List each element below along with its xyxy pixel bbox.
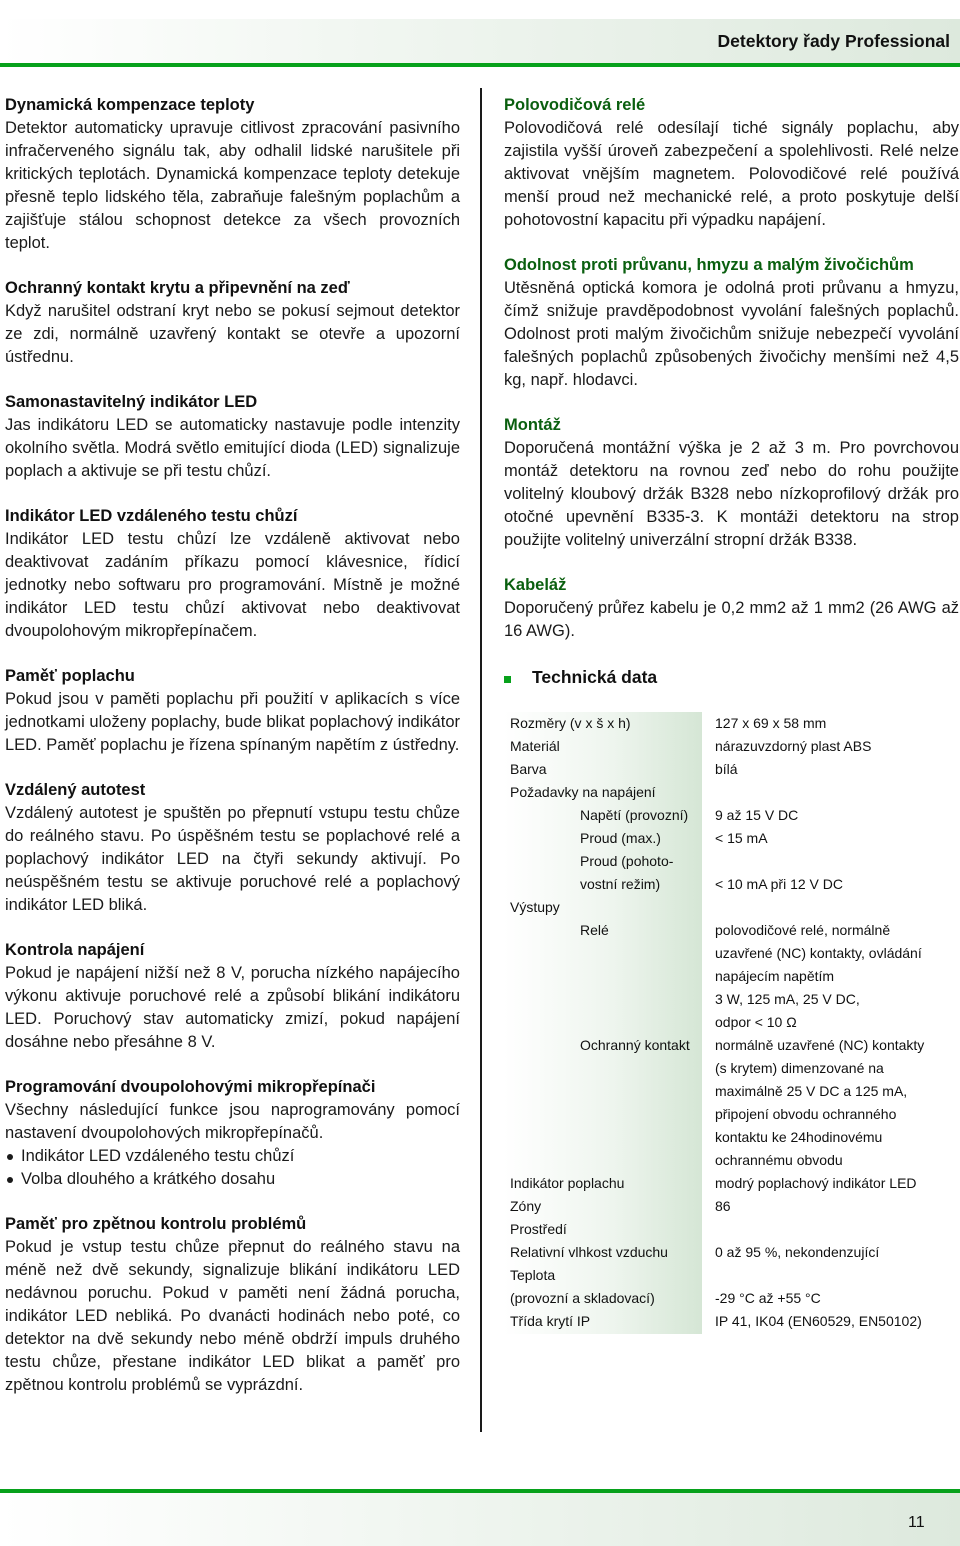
- bullet-list: [5, 1145, 460, 1191]
- spec-row: [504, 1310, 956, 1333]
- section: [504, 574, 959, 643]
- spec-value: < 10 mA při 12 V DC: [715, 876, 844, 892]
- section-text: Polovodičová relé odesílají tiché signály poplachu, aby zajistila vyšší úroveň zabezpečení a spolehlivosti. Relé nelze aktivovat vnějším magnetem. Polovodičové relé používá menší proud než mechanické relé, a proto poskytuje delší pohotovostní kapacitu při výpadku napájení.: [504, 119, 959, 229]
- section: [5, 505, 460, 643]
- spec-value: -29 °C až +55 °C: [715, 1290, 821, 1306]
- spec-value: 9 až 15 V DC: [715, 807, 799, 823]
- spec-value: < 15 mA: [715, 830, 768, 846]
- section: [504, 254, 959, 392]
- spec-row: [504, 1195, 956, 1218]
- spec-label: Rozměry (v x š x h): [510, 715, 631, 731]
- spec-value: ochrannému obvodu: [715, 1152, 843, 1168]
- section-heading: Montáž: [504, 416, 561, 434]
- section-text: Doporučená montážní výška je 2 až 3 m. Pro povrchovou montáž detektoru na rovnou zeď nebo do rohu použijte volitelný kloubový držák B328 nebo nízkoprofilový držák pro otočné upevnění B335-3. K montáži detektoru na strop použijte volitelný univerzální stropní držák B338.: [504, 439, 959, 549]
- section-heading: Samonastavitelný indikátor LED: [5, 393, 258, 411]
- spec-label: (provozní a skladovací): [510, 1290, 655, 1306]
- spec-label: Relé: [580, 922, 609, 938]
- spec-row: [504, 735, 956, 758]
- spec-value: 127 x 69 x 58 mm: [715, 715, 827, 731]
- spec-row: [504, 1149, 956, 1172]
- spec-label: Napětí (provozní): [580, 807, 689, 823]
- section-heading: Dynamická kompenzace teploty: [5, 96, 255, 114]
- spec-value: 0 až 95 %, nekondenzující: [715, 1244, 880, 1260]
- spec-row: [504, 1103, 956, 1126]
- section-heading: Polovodičová relé: [504, 96, 646, 114]
- spec-label: Třída krytí IP: [510, 1313, 591, 1329]
- section-text: Pokud je napájení nižší než 8 V, porucha nízkého napájecího výkonu aktivuje poruchové relé a způsobí blikání indikátoru LED. Poruchový stav automaticky zmizí, pokud napájení dosáhne nebo přesáhne 8 V.: [5, 964, 460, 1051]
- bullet-item: Indikátor LED vzdáleného testu chůzí: [5, 1145, 460, 1168]
- technical-data-title: Technická data: [532, 667, 658, 687]
- section-text: Utěsněná optická komora je odolná proti průvanu a hmyzu, čímž snižuje pravděpodobnost vyvolání falešných poplachů. Odolnost proti malým živočichům snižuje nebezpečí vyvolání falešných poplachů způsobených živočichy menšími než 4,5 kg, např. hlodavci.: [504, 279, 959, 389]
- section-text: Indikátor LED testu chůzí lze vzdáleně aktivovat nebo deaktivovat zadáním příkazu pomocí klávesnice, řídicí jednotky nebo softwaru pro programování. Místně je možné indikátor LED testu chůzí aktivovat nebo deaktivovat dvoupolohovým mikropřepínačem.: [5, 530, 460, 640]
- spec-value: bílá: [715, 761, 738, 777]
- section-heading: Paměť pro zpětnou kontrolu problémů: [5, 1215, 307, 1233]
- spec-row: [504, 988, 956, 1011]
- square-bullet-icon: [504, 676, 511, 683]
- footer-bar: [0, 1493, 960, 1546]
- spec-label: Ochranný kontakt: [580, 1037, 690, 1053]
- spec-row: [504, 1264, 956, 1287]
- spec-row: [504, 942, 956, 965]
- page-number: 11: [908, 1514, 925, 1531]
- section-text: Když narušitel odstraní kryt nebo se pokusí sejmout detektor ze zdi, normálně uzavřený kontakt se otevře a upozorní ústřednu.: [5, 302, 460, 366]
- section: [5, 939, 460, 1054]
- section-heading: Kontrola napájení: [5, 941, 145, 959]
- section-text: Pokud jsou v paměti poplachu při použití v aplikacích s více jednotkami uloženy poplachy, bude blikat poplachový indikátor LED. Paměť poplachu je řízena spínaným napětím z ústředny.: [5, 690, 460, 754]
- spec-value: nárazuvzdorný plast ABS: [715, 738, 872, 754]
- section: [5, 277, 460, 369]
- spec-row: [504, 827, 956, 850]
- spec-label: Relativní vlhkost vzduchu: [510, 1244, 668, 1260]
- spec-row: [504, 850, 956, 873]
- spec-table: [504, 712, 956, 1333]
- section-text: Jas indikátoru LED se automaticky nastavuje podle intenzity okolního světla. Modrá světlo emitující dioda (LED) signalizuje poplach a aktivuje se při testu chůzí.: [5, 416, 460, 480]
- section-heading: Kabeláž: [504, 576, 567, 594]
- spec-row: [504, 1080, 956, 1103]
- spec-value: připojení obvodu ochranného: [715, 1106, 897, 1122]
- spec-value: (s krytem) dimenzované na: [715, 1060, 884, 1076]
- spec-label: Teplota: [510, 1267, 556, 1283]
- section-text: Doporučený průřez kabelu je 0,2 mm2 až 1 mm2 (26 AWG až 16 AWG).: [504, 599, 959, 640]
- spec-value: polovodičové relé, normálně: [715, 922, 891, 938]
- page-header-title: Detektory řady Professional: [717, 31, 950, 51]
- left-column: [5, 94, 460, 1419]
- column-divider: [480, 88, 482, 1432]
- spec-label: Požadavky na napájení: [510, 784, 656, 800]
- section-text: Detektor automaticky upravuje citlivost zpracování pasivního infračerveného signálu tak, aby odhalil lidské narušitele při kritických teplotách. Dynamická kompenzace teploty detekuje přesně teplo lidského těla, zabraňuje falešným poplachům a zajišťuje stálou schopnost detekce za všech provozních teplot.: [5, 119, 460, 252]
- spec-row: [504, 1218, 956, 1241]
- spec-label: Zóny: [510, 1198, 542, 1214]
- spec-row: [504, 1287, 956, 1310]
- section-heading: Paměť poplachu: [5, 667, 135, 685]
- spec-label: Indikátor poplachu: [510, 1175, 625, 1191]
- section-text: Vzdálený autotest je spuštěn po přepnutí vstupu testu chůze do reálného stavu. Po úspěšném testu se poplachové relé a poplachový indikátor LED na čtyři sekundy aktivují. Po neúspěšném testu se aktivuje poruchové relé a poplachový indikátor LED bliká.: [5, 804, 460, 914]
- section-heading: Indikátor LED vzdáleného testu chůzí: [5, 507, 298, 525]
- section-text: Pokud je vstup testu chůze přepnut do reálného stavu na méně než dvě sekundy, signalizuje blikání indikátoru LED nedávnou poruchu. Pokud v paměti není žádná porucha, indikátor LED nebliká. Po dvanácti hodinách nebo poté, co detektor na dvě sekundy nebo méně obdrží impuls druhého testu chůze, přestane indikátor LED blikat a paměť pro zpětnou kontrolu problémů se vyprázdní.: [5, 1238, 460, 1394]
- section-text: Všechny následující funkce jsou naprogramovány pomocí nastavení dvoupolohových mikropřepínačů.: [5, 1101, 460, 1142]
- spec-row: [504, 873, 956, 896]
- spec-label: Výstupy: [510, 899, 560, 915]
- spec-value: 86: [715, 1198, 731, 1214]
- spec-value: modrý poplachový indikátor LED: [715, 1175, 917, 1191]
- spec-row: [504, 965, 956, 988]
- spec-row: [504, 1241, 956, 1264]
- spec-value: IP 41, IK04 (EN60529, EN50102): [715, 1313, 922, 1329]
- spec-label: vostní režim): [580, 876, 661, 892]
- bullet-item: Volba dlouhého a krátkého dosahu: [5, 1168, 460, 1191]
- section: [504, 94, 959, 232]
- spec-row: [504, 1172, 956, 1195]
- spec-value: kontaktu ke 24hodinovému: [715, 1129, 883, 1145]
- technical-data-heading: [504, 667, 959, 691]
- spec-row: [504, 1126, 956, 1149]
- section: [5, 94, 460, 255]
- section: [5, 665, 460, 757]
- spec-label: Proud (max.): [580, 830, 661, 846]
- spec-label: Prostředí: [510, 1221, 567, 1237]
- spec-value: normálně uzavřené (NC) kontakty: [715, 1037, 925, 1053]
- spec-value: 3 W, 125 mA, 25 V DC,: [715, 991, 860, 1007]
- spec-row: [504, 896, 956, 919]
- spec-row: [504, 1034, 956, 1057]
- spec-value: maximálně 25 V DC a 125 mA,: [715, 1083, 908, 1099]
- spec-row: [504, 1011, 956, 1034]
- right-column: [504, 94, 959, 665]
- spec-value: napájecím napětím: [715, 968, 835, 984]
- spec-row: [504, 804, 956, 827]
- spec-label: Proud (pohoto-: [580, 853, 674, 869]
- spec-row: [504, 712, 956, 735]
- spec-row: [504, 919, 956, 942]
- section-heading: Vzdálený autotest: [5, 781, 146, 799]
- header-green-rule: [0, 63, 960, 67]
- section-heading: Odolnost proti průvanu, hmyzu a malým živočichům: [504, 256, 914, 274]
- section: [5, 1076, 460, 1191]
- section: [504, 414, 959, 552]
- section: [5, 391, 460, 483]
- section: [5, 779, 460, 917]
- spec-row: [504, 1057, 956, 1080]
- spec-row: [504, 781, 956, 804]
- spec-value: odpor < 10 Ω: [715, 1014, 797, 1030]
- spec-label: Materiál: [510, 738, 560, 754]
- section-heading: Ochranný kontakt krytu a připevnění na zeď: [5, 279, 350, 297]
- spec-label: Barva: [510, 761, 547, 777]
- section-heading: Programování dvoupolohovými mikropřepínači: [5, 1078, 376, 1096]
- spec-row: [504, 758, 956, 781]
- spec-value: uzavřené (NC) kontakty, ovládání: [715, 945, 922, 961]
- section: [5, 1213, 460, 1397]
